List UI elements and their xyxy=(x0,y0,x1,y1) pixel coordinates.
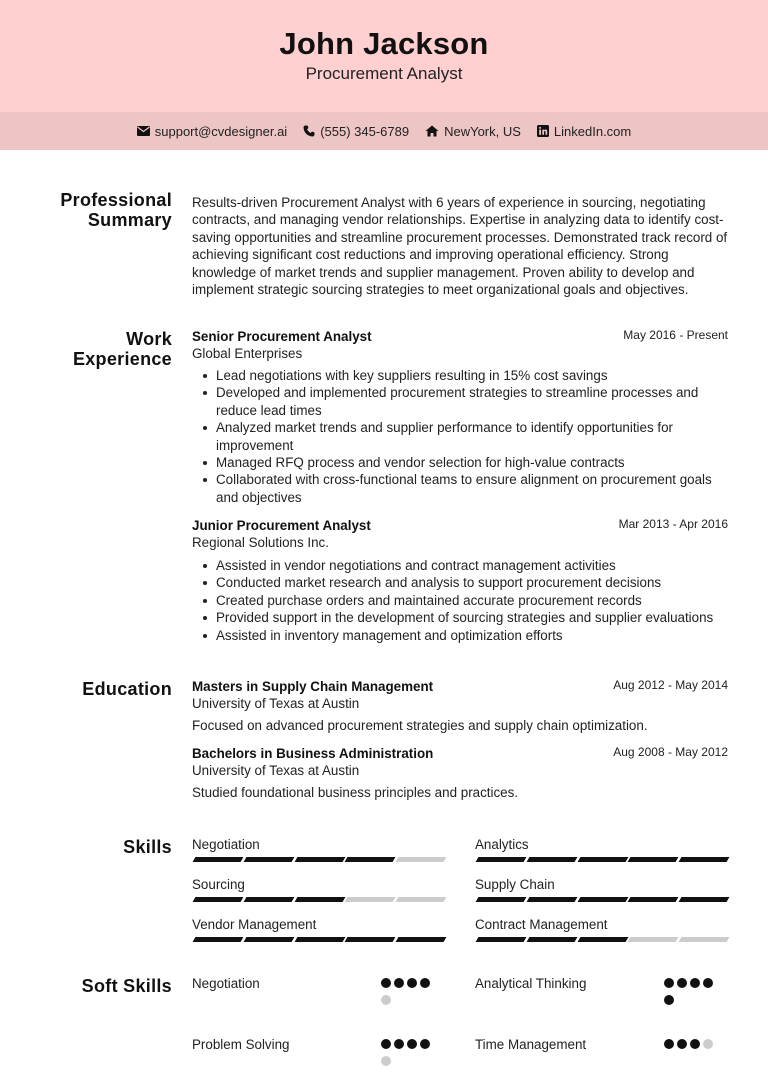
work-heading-line1: Work xyxy=(126,329,172,349)
skill-bar-sourcing xyxy=(194,897,448,902)
soft-skill-dots-negotiation xyxy=(381,978,441,1012)
list-item: Analyzed market trends and supplier performance to identify opportunities for improvement xyxy=(216,419,716,454)
soft-skills-heading: Soft Skills xyxy=(81,976,172,996)
skill-segment-filled xyxy=(345,857,396,862)
rating-dot-filled xyxy=(664,995,674,1005)
rating-dot-filled xyxy=(407,1039,417,1049)
soft-skill-dots-time-management xyxy=(664,1039,724,1056)
skill-segment-filled xyxy=(396,937,447,942)
skills-heading: Skills xyxy=(123,837,172,857)
rating-dot-filled xyxy=(420,1039,430,1049)
job-title-2: Junior Procurement Analyst xyxy=(192,518,371,533)
rating-dot-filled xyxy=(703,978,713,988)
list-item: Conducted market research and analysis to support procurement decisions xyxy=(216,574,716,591)
skill-segment-filled xyxy=(243,937,294,942)
skill-segment-filled xyxy=(294,897,345,902)
skill-segment-filled xyxy=(577,857,628,862)
skill-segment-filled xyxy=(193,857,244,862)
skill-segment-empty xyxy=(345,897,396,902)
degree-dates-1: Aug 2012 - May 2014 xyxy=(613,678,728,692)
skill-segment-filled xyxy=(193,897,244,902)
contact-location xyxy=(425,124,521,139)
school-1: University of Texas at Austin xyxy=(192,696,360,711)
resume-header xyxy=(0,0,768,112)
skill-bar-analytics xyxy=(477,857,731,862)
work-heading xyxy=(73,329,172,369)
skill-bar-vendor-management xyxy=(194,937,448,942)
phone-icon xyxy=(303,125,315,137)
rating-dot-filled xyxy=(664,978,674,988)
skill-label-supply-chain: Supply Chain xyxy=(475,877,555,892)
rating-dot-filled xyxy=(381,1039,391,1049)
contact-bar xyxy=(0,112,768,150)
candidate-name: John Jackson xyxy=(279,26,489,61)
home-icon xyxy=(425,125,439,137)
rating-dot-empty xyxy=(703,1039,713,1049)
list-item: Assisted in inventory management and optimization efforts xyxy=(216,627,716,644)
job-bullets-2 xyxy=(216,557,716,644)
skill-segment-filled xyxy=(679,857,730,862)
rating-dot-filled xyxy=(420,978,430,988)
summary-text: Results-driven Procurement Analyst with 6 years of experience in sourcing, negotiating contracts, and managing vendor relationships. Expertise in analyzing data to identify cost-saving opportunities and streamline procurement processes. Demonstrated track record of achieving significant cost reductions and improving operational efficiency. Strong knowledge of market trends and supplier management. Proven ability to develop and implement strategic sourcing strategies to meet organizational goals and objectives. xyxy=(192,195,728,298)
summary-heading xyxy=(60,190,172,230)
skill-segment-filled xyxy=(577,897,628,902)
skill-segment-filled xyxy=(628,857,679,862)
skill-segment-filled xyxy=(577,937,628,942)
job-company-2: Regional Solutions Inc. xyxy=(192,535,329,550)
list-item: Created purchase orders and maintained accurate procurement records xyxy=(216,592,716,609)
rating-dot-empty xyxy=(381,995,391,1005)
skill-label-contract-management: Contract Management xyxy=(475,917,608,932)
list-item: Collaborated with cross-functional teams to ensure alignment on procurement goals and objectives xyxy=(216,471,716,506)
skill-segment-filled xyxy=(526,857,577,862)
skill-segment-filled xyxy=(243,897,294,902)
soft-skill-label-problem-solving: Problem Solving xyxy=(192,1037,290,1052)
degree-note-2: Studied foundational business principles and practices. xyxy=(192,785,519,800)
skill-label-negotiation: Negotiation xyxy=(192,837,260,852)
degree-note-1: Focused on advanced procurement strategies and supply chain optimization. xyxy=(192,718,648,733)
rating-dot-filled xyxy=(690,1039,700,1049)
skill-segment-filled xyxy=(526,937,577,942)
rating-dot-filled xyxy=(677,1039,687,1049)
rating-dot-empty xyxy=(381,1056,391,1066)
soft-skill-dots-problem-solving xyxy=(381,1039,441,1073)
rating-dot-filled xyxy=(407,978,417,988)
job-title-1: Senior Procurement Analyst xyxy=(192,329,372,344)
soft-skill-dots-analytical-thinking xyxy=(664,978,724,1012)
skill-segment-empty xyxy=(628,937,679,942)
summary-heading-line2: Summary xyxy=(87,210,172,230)
skill-segment-filled xyxy=(679,897,730,902)
school-2: University of Texas at Austin xyxy=(192,763,360,778)
list-item: Provided support in the development of sourcing strategies and supplier evaluations xyxy=(216,609,716,626)
skill-label-sourcing: Sourcing xyxy=(192,877,245,892)
list-item: Managed RFQ process and vendor selection for high-value contracts xyxy=(216,454,716,471)
degree-1: Masters in Supply Chain Management xyxy=(192,679,434,694)
skill-segment-filled xyxy=(294,937,345,942)
skill-segment-filled xyxy=(345,937,396,942)
list-item: Assisted in vendor negotiations and contract management activities xyxy=(216,557,716,574)
rating-dot-filled xyxy=(677,978,687,988)
list-item: Lead negotiations with key suppliers resulting in 15% cost savings xyxy=(216,367,716,384)
contact-linkedin[interactable] xyxy=(537,124,631,139)
skill-segment-filled xyxy=(476,937,527,942)
rating-dot-filled xyxy=(394,978,404,988)
degree-2: Bachelors in Business Administration xyxy=(192,746,434,761)
degree-dates-2: Aug 2008 - May 2012 xyxy=(613,745,728,759)
skill-segment-filled xyxy=(476,857,527,862)
rating-dot-filled xyxy=(381,978,391,988)
phone-text: (555) 345-6789 xyxy=(320,123,410,139)
skill-label-vendor-management: Vendor Management xyxy=(192,917,317,932)
skill-segment-filled xyxy=(294,857,345,862)
skill-segment-filled xyxy=(628,897,679,902)
summary-heading-line1: Professional xyxy=(60,190,172,210)
skill-segment-empty xyxy=(679,937,730,942)
skill-segment-filled xyxy=(526,897,577,902)
skill-bar-negotiation xyxy=(194,857,448,862)
linkedin-icon xyxy=(537,125,549,137)
contact-email[interactable] xyxy=(137,124,287,139)
soft-skill-label-analytical-thinking: Analytical Thinking xyxy=(475,976,587,991)
soft-skill-label-time-management: Time Management xyxy=(475,1037,587,1052)
skill-segment-filled xyxy=(193,937,244,942)
work-heading-line2: Experience xyxy=(72,349,172,369)
job-title: Procurement Analyst xyxy=(305,64,463,83)
rating-dot-filled xyxy=(664,1039,674,1049)
soft-skill-label-negotiation: Negotiation xyxy=(192,976,260,991)
email-text: support@cvdesigner.ai xyxy=(154,123,288,139)
list-item: Developed and implemented procurement strategies to streamline processes and reduce lead times xyxy=(216,384,716,419)
envelope-icon xyxy=(137,126,150,136)
skill-bar-supply-chain xyxy=(477,897,731,902)
location-text: NewYork, US xyxy=(444,123,521,139)
education-heading: Education xyxy=(82,679,172,699)
rating-dot-filled xyxy=(394,1039,404,1049)
job-bullets-1 xyxy=(216,367,716,506)
skill-segment-empty xyxy=(396,897,447,902)
skill-bar-contract-management xyxy=(477,937,731,942)
linkedin-text: LinkedIn.com xyxy=(553,123,632,139)
job-company-1: Global Enterprises xyxy=(192,346,303,361)
job-dates-2: Mar 2013 - Apr 2016 xyxy=(618,517,728,531)
contact-phone[interactable] xyxy=(303,124,409,139)
job-dates-1: May 2016 - Present xyxy=(623,328,728,342)
rating-dot-filled xyxy=(690,978,700,988)
skill-segment-filled xyxy=(243,857,294,862)
skill-segment-filled xyxy=(476,897,527,902)
skill-label-analytics: Analytics xyxy=(475,837,529,852)
skill-segment-empty xyxy=(396,857,447,862)
